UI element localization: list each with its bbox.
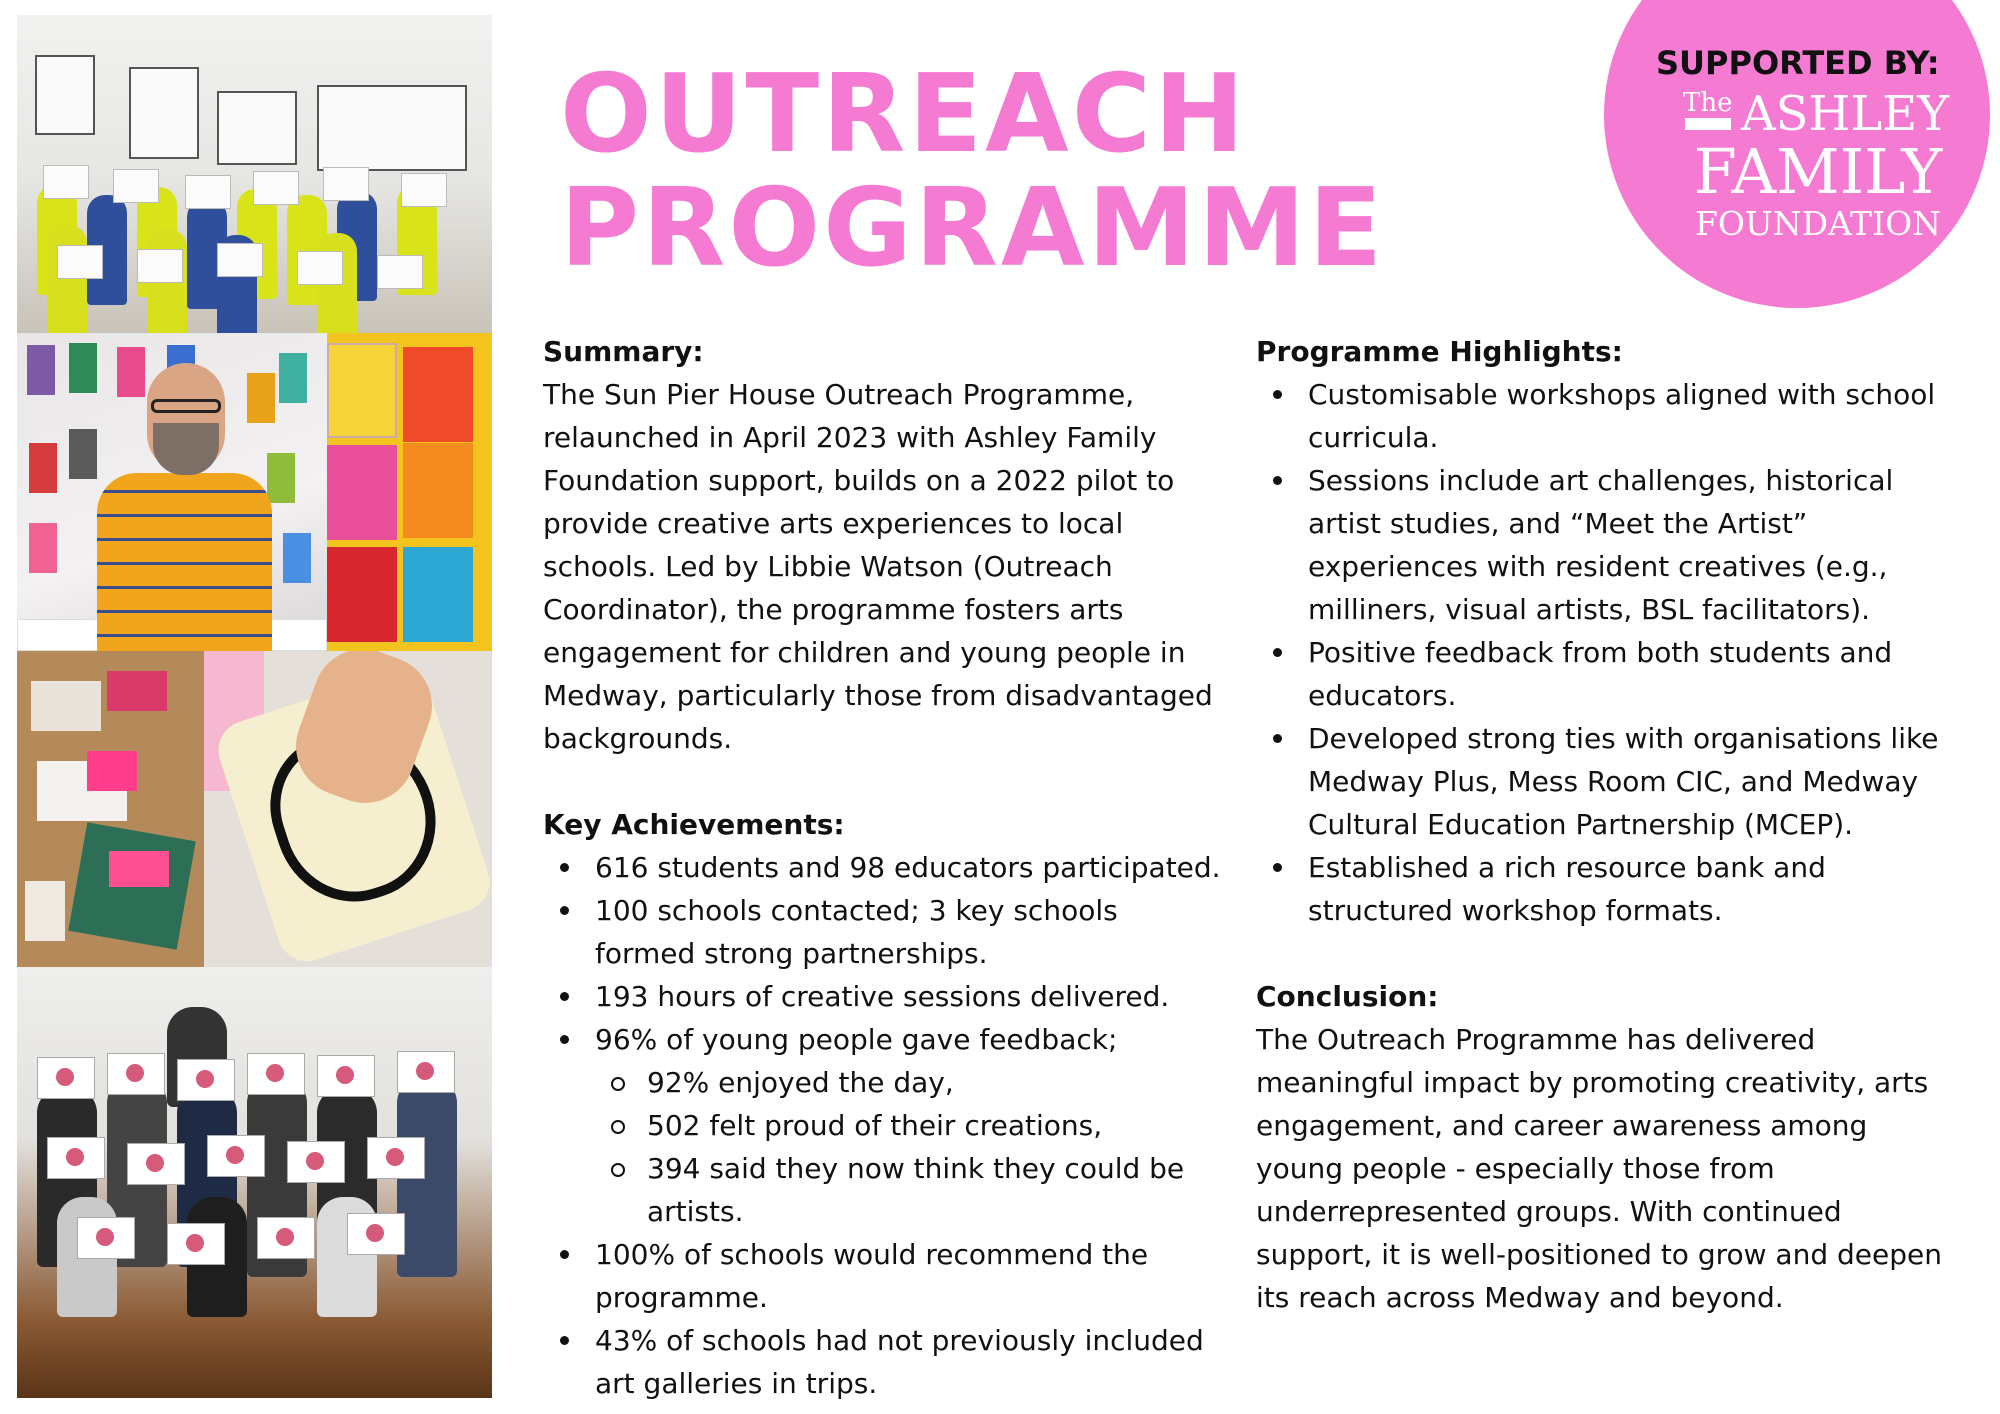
list-item: 96% of young people gave feedback; 92% enjoyed the day, 502 felt proud of their creations, 394 said they now think they could be artists. bbox=[543, 1018, 1223, 1233]
sub-list-item: 502 felt proud of their creations, bbox=[595, 1104, 1223, 1147]
children-group bbox=[17, 165, 492, 315]
title-line-2: PROGRAMME bbox=[560, 166, 1386, 291]
feedback-sublist bbox=[595, 1061, 1223, 1233]
logo-foundation: FOUNDATION bbox=[1694, 204, 1942, 243]
list-item: 100% of schools would recommend the programme. bbox=[543, 1233, 1223, 1319]
sub-list-item: 394 said they now think they could be artists. bbox=[595, 1147, 1223, 1233]
conclusion-heading: Conclusion: bbox=[1256, 980, 1439, 1013]
list-item: Sessions include art challenges, historical artist studies, and “Meet the Artist” experiences with resident creatives (e.g., milliners, visual artists, BSL facilitators). bbox=[1256, 459, 1961, 631]
list-item: Positive feedback from both students and educators. bbox=[1256, 631, 1961, 717]
title-line-1: OUTREACH bbox=[560, 52, 1248, 177]
wall-drawing bbox=[35, 55, 95, 135]
photo-collage bbox=[17, 15, 492, 1398]
list-item: 100 schools contacted; 3 key schools formed strong partnerships. bbox=[543, 889, 1223, 975]
logo-the: The bbox=[1683, 88, 1733, 118]
photo-craft-desk bbox=[17, 651, 204, 967]
left-text-column bbox=[543, 330, 1223, 1414]
achievements-heading: Key Achievements: bbox=[543, 808, 845, 841]
photo-outreach-coordinator bbox=[17, 333, 327, 651]
glasses-icon bbox=[151, 399, 221, 413]
wall-drawing bbox=[217, 91, 297, 165]
list-item: 193 hours of creative sessions delivered. bbox=[543, 975, 1223, 1018]
page-title bbox=[560, 52, 1386, 291]
wall-drawing bbox=[317, 85, 467, 171]
conclusion-text: The Outreach Programme has delivered meaningful impact by promoting creativity, arts engagement, and career awareness among young people - especially those from underrepresented groups. With continued support, it is well-positioned to grow and deepen its reach across Medway and beyond. bbox=[1256, 1023, 1942, 1314]
photo-child-drawing bbox=[204, 651, 492, 967]
highlights-heading: Programme Highlights: bbox=[1256, 335, 1623, 368]
supported-by-heading: SUPPORTED BY: bbox=[1656, 44, 1940, 82]
logo-bar bbox=[1685, 118, 1731, 130]
sub-list-item: 92% enjoyed the day, bbox=[595, 1061, 1223, 1104]
list-item: Customisable workshops aligned with school curricula. bbox=[1256, 373, 1961, 459]
list-item: Developed strong ties with organisations like Medway Plus, Mess Room CIC, and Medway Cultural Education Partnership (MCEP). bbox=[1256, 717, 1961, 846]
right-text-column bbox=[1256, 330, 1961, 1362]
list-item: 43% of schools had not previously included art galleries in trips. bbox=[543, 1319, 1223, 1405]
photo-colourful-portraits bbox=[327, 333, 492, 651]
logo-family: FAMILY bbox=[1693, 135, 1943, 208]
photo-group-with-worksheets bbox=[17, 967, 492, 1398]
summary-heading: Summary: bbox=[543, 335, 704, 368]
ashley-family-foundation-logo bbox=[1683, 88, 1953, 244]
photo-children-with-drawings bbox=[17, 15, 492, 333]
wall-drawing bbox=[129, 67, 199, 159]
list-item: 616 students and 98 educators participated. bbox=[543, 846, 1223, 889]
summary-text: The Sun Pier House Outreach Programme, relaunched in April 2023 with Ashley Family Foundation support, builds on a 2022 pilot to provide creative arts experiences to local schools. Led by Libbie Watson (Outreach Coordinator), the programme fosters arts engagement for children and young people in Medway, particularly those from disadvantaged backgrounds. bbox=[543, 378, 1213, 755]
achievements-list bbox=[543, 846, 1223, 1405]
list-item: Established a rich resource bank and structured workshop formats. bbox=[1256, 846, 1961, 932]
highlights-list bbox=[1256, 373, 1961, 932]
person-shirt bbox=[97, 473, 272, 651]
logo-ashley: ASHLEY bbox=[1741, 86, 1950, 142]
